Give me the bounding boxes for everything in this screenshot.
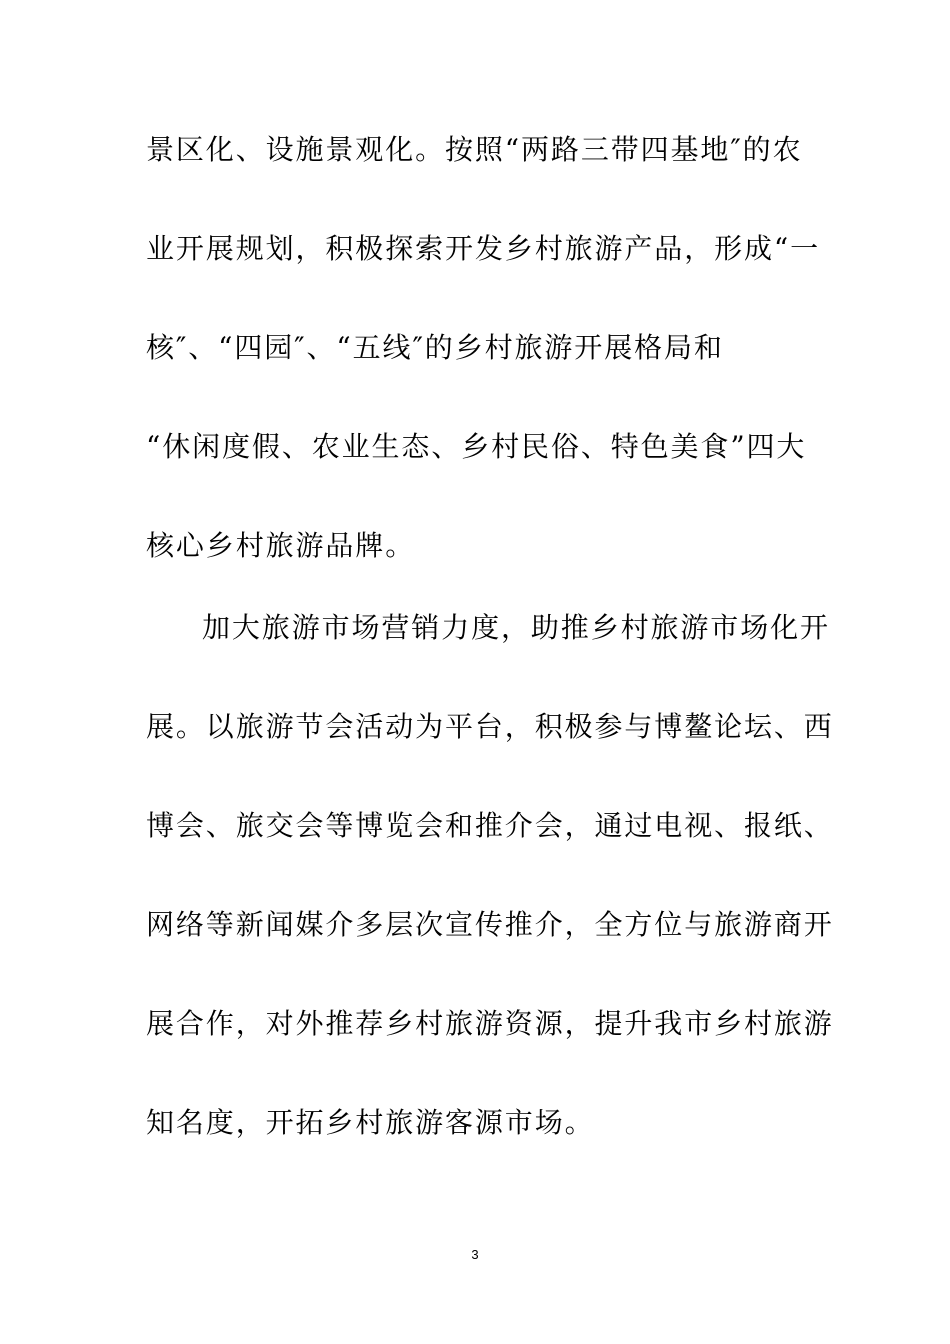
text-line-9: 网络等新闻媒介多层次宣传推介，全方位与旅游商开 [146,908,834,941]
paragraph-2-first-line: 加大旅游市场营销力度，助推乡村旅游市场化开 [202,611,830,644]
text-line-11: 知名度，开拓乡村旅游客源市场。 [146,1106,595,1139]
text-line-1: 景区化、设施景观化。按照“两路三带四基地″的农 [146,133,803,166]
text-line-2: 业开展规划，积极探索开发乡村旅游产品，形成“一 [146,232,821,265]
text-line-8: 博会、旅交会等博览会和推介会，通过电视、报纸、 [146,809,834,842]
text-line-3: 核″、“四园″、“五线″的乡村旅游开展格局和 [146,331,724,364]
text-line-4: “休闲度假、农业生态、乡村民俗、特色美食”四大 [146,430,807,463]
text-line-10: 展合作，对外推荐乡村旅游资源，提升我市乡村旅游 [146,1007,834,1040]
text-line-5: 核心乡村旅游品牌。 [146,529,416,562]
page-number: 3 [471,1247,479,1262]
text-line-7: 展。以旅游节会活动为平台，积极参与博鳌论坛、西 [146,710,834,743]
